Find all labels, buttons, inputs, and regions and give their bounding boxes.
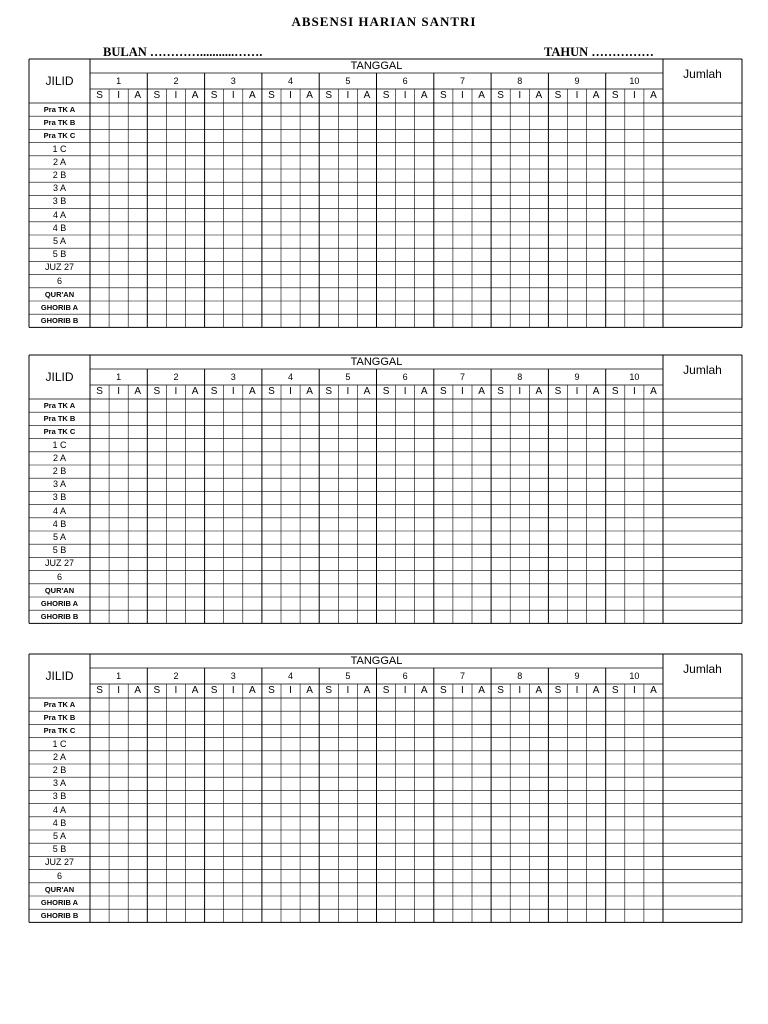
sia-code: A bbox=[191, 685, 199, 696]
jilid-row-label: 4 B bbox=[52, 817, 67, 828]
sia-code: I bbox=[632, 685, 636, 696]
sia-code: I bbox=[518, 386, 522, 397]
jilid-row-label: GHORIB A bbox=[40, 898, 79, 907]
jilid-header: JILID bbox=[45, 669, 74, 683]
day-number: 1 bbox=[116, 76, 122, 86]
day-number: 4 bbox=[288, 76, 294, 86]
sia-code: A bbox=[420, 386, 428, 397]
sia-code: I bbox=[632, 386, 636, 397]
sia-code: I bbox=[289, 386, 292, 397]
sia-code: I bbox=[346, 386, 350, 397]
jilid-row-label: JUZ 27 bbox=[44, 558, 74, 569]
sia-code: I bbox=[174, 685, 178, 696]
jilid-row-label: JUZ 27 bbox=[44, 262, 74, 273]
jilid-row-label: 2 A bbox=[52, 452, 66, 463]
jilid-row-label: Pra TK C bbox=[43, 427, 76, 437]
sia-code: S bbox=[554, 90, 562, 101]
sia-code: I bbox=[289, 90, 292, 101]
sia-code: S bbox=[210, 90, 218, 101]
sia-code: S bbox=[382, 685, 390, 696]
sia-code: S bbox=[554, 685, 562, 696]
tanggal-header: TANGGAL bbox=[350, 60, 403, 72]
sia-code: I bbox=[403, 685, 407, 696]
sia-code: I bbox=[403, 386, 407, 397]
sia-code: I bbox=[117, 90, 121, 101]
jilid-row-label: 5 A bbox=[52, 236, 66, 246]
jilid-row-label: Pra TK C bbox=[43, 726, 76, 736]
day-number: 6 bbox=[402, 671, 408, 681]
sia-code: A bbox=[592, 386, 600, 397]
jilid-row-label: JUZ 27 bbox=[44, 857, 74, 868]
sia-code: I bbox=[632, 90, 636, 101]
year-field: TAHUN …………… bbox=[544, 45, 654, 59]
sia-code: I bbox=[575, 386, 579, 397]
jilid-row-label: 1 C bbox=[52, 143, 67, 154]
tanggal-header: TANGGAL bbox=[350, 655, 403, 667]
jilid-row-label: QUR'AN bbox=[44, 289, 75, 299]
sia-code: I bbox=[231, 90, 235, 101]
sia-code: A bbox=[191, 386, 199, 397]
jilid-row-label: 5 B bbox=[52, 844, 67, 855]
sia-code: I bbox=[174, 90, 178, 101]
sia-code: S bbox=[611, 685, 619, 696]
sia-code: S bbox=[440, 90, 447, 101]
jilid-row-label: 5 B bbox=[52, 249, 67, 260]
jumlah-header: Jumlah bbox=[683, 662, 722, 676]
day-number: 4 bbox=[288, 372, 294, 382]
sia-code: S bbox=[153, 90, 161, 101]
sia-code: S bbox=[611, 90, 619, 101]
sia-code: A bbox=[249, 386, 256, 397]
day-number: 4 bbox=[288, 671, 294, 681]
page-title: ABSENSI HARIAN SANTRI bbox=[291, 14, 477, 29]
sia-code: S bbox=[96, 90, 103, 101]
sia-code: A bbox=[478, 386, 485, 397]
day-number: 7 bbox=[459, 671, 465, 681]
day-number: 2 bbox=[173, 76, 179, 86]
jilid-row-label: 2 B bbox=[52, 170, 67, 180]
jilid-row-label: 2 B bbox=[52, 466, 67, 476]
sia-code: S bbox=[497, 90, 504, 101]
jilid-row-label: 5 A bbox=[52, 831, 66, 841]
day-number: 3 bbox=[230, 671, 236, 681]
jilid-row-label: 2 A bbox=[52, 156, 66, 167]
jilid-row-label: QUR'AN bbox=[44, 884, 75, 894]
jilid-row-label: Pra TK B bbox=[43, 118, 76, 128]
sia-code: I bbox=[461, 685, 464, 696]
attendance-table-3 bbox=[29, 654, 742, 922]
day-number: 10 bbox=[629, 76, 640, 86]
sia-code: A bbox=[134, 685, 142, 696]
sia-code: S bbox=[153, 685, 161, 696]
sia-code: A bbox=[420, 90, 428, 101]
sia-code: I bbox=[575, 90, 579, 101]
sia-code: A bbox=[306, 386, 313, 397]
day-number: 6 bbox=[402, 372, 408, 382]
day-number: 8 bbox=[517, 372, 523, 382]
day-number: 1 bbox=[116, 372, 122, 382]
jilid-row-label: 1 C bbox=[52, 439, 67, 450]
jilid-row-label: GHORIB A bbox=[40, 303, 79, 312]
sia-code: S bbox=[611, 386, 619, 397]
jilid-row-label: 4 A bbox=[52, 505, 66, 516]
jilid-row-label: 6 bbox=[56, 870, 62, 881]
day-number: 2 bbox=[173, 671, 179, 681]
jilid-row-label: 4 A bbox=[52, 209, 66, 220]
sia-code: A bbox=[535, 685, 543, 696]
day-number: 9 bbox=[574, 671, 580, 681]
sia-code: S bbox=[554, 386, 562, 397]
jilid-row-label: 3 A bbox=[52, 183, 66, 194]
jilid-row-label: 3 B bbox=[52, 196, 67, 207]
sia-code: I bbox=[289, 685, 292, 696]
jumlah-header: Jumlah bbox=[683, 67, 722, 81]
sia-code: S bbox=[268, 90, 275, 101]
sia-code: A bbox=[592, 90, 600, 101]
sia-code: I bbox=[518, 685, 522, 696]
sia-code: I bbox=[518, 90, 522, 101]
jilid-row-label: 2 B bbox=[52, 765, 67, 775]
sia-code: A bbox=[535, 386, 543, 397]
sia-code: I bbox=[174, 386, 178, 397]
sia-code: I bbox=[231, 386, 235, 397]
sia-code: S bbox=[440, 685, 447, 696]
sia-code: S bbox=[268, 386, 275, 397]
jilid-row-label: GHORIB B bbox=[40, 911, 79, 921]
attendance-table-1 bbox=[29, 59, 742, 327]
sia-code: A bbox=[420, 685, 428, 696]
sia-code: A bbox=[478, 685, 485, 696]
sia-code: A bbox=[592, 685, 600, 696]
jilid-row-label: Pra TK C bbox=[43, 131, 76, 141]
jilid-row-label: 5 A bbox=[52, 532, 66, 542]
sia-code: I bbox=[117, 386, 121, 397]
sia-code: S bbox=[382, 386, 390, 397]
sia-code: A bbox=[249, 685, 256, 696]
jilid-row-label: QUR'AN bbox=[44, 585, 75, 595]
jilid-row-label: 5 B bbox=[52, 545, 67, 556]
jilid-row-label: GHORIB B bbox=[40, 612, 79, 622]
jilid-row-label: GHORIB B bbox=[40, 316, 79, 326]
sia-code: I bbox=[346, 90, 350, 101]
day-number: 5 bbox=[345, 671, 351, 681]
sia-code: I bbox=[461, 90, 464, 101]
sia-code: A bbox=[650, 685, 657, 696]
sia-code: I bbox=[231, 685, 235, 696]
sia-code: S bbox=[497, 386, 504, 397]
jilid-row-label: Pra TK A bbox=[43, 105, 76, 114]
day-number: 3 bbox=[230, 76, 236, 86]
sia-code: I bbox=[403, 90, 407, 101]
sia-code: I bbox=[461, 386, 464, 397]
day-number: 2 bbox=[173, 372, 179, 382]
sia-code: I bbox=[575, 685, 579, 696]
sia-code: S bbox=[96, 685, 103, 696]
sia-code: I bbox=[117, 685, 121, 696]
jilid-row-label: 4 B bbox=[52, 518, 67, 529]
day-number: 1 bbox=[116, 671, 122, 681]
attendance-table-2 bbox=[29, 355, 742, 623]
sia-code: A bbox=[134, 90, 142, 101]
tanggal-header: TANGGAL bbox=[350, 356, 403, 368]
day-number: 7 bbox=[459, 372, 465, 382]
jilid-row-label: 6 bbox=[56, 571, 62, 582]
sia-code: S bbox=[210, 386, 218, 397]
day-number: 9 bbox=[574, 76, 580, 86]
day-number: 8 bbox=[517, 76, 523, 86]
sia-code: A bbox=[363, 386, 371, 397]
sia-code: A bbox=[191, 90, 199, 101]
sia-code: S bbox=[325, 685, 333, 696]
jilid-row-label: 3 B bbox=[52, 791, 67, 802]
sia-code: A bbox=[306, 685, 313, 696]
sia-code: A bbox=[535, 90, 543, 101]
sia-code: A bbox=[650, 386, 657, 397]
jilid-row-label: GHORIB A bbox=[40, 599, 79, 608]
sia-code: A bbox=[478, 90, 485, 101]
jilid-row-label: 2 A bbox=[52, 751, 66, 762]
sia-code: A bbox=[363, 685, 371, 696]
jumlah-header: Jumlah bbox=[683, 363, 722, 377]
jilid-header: JILID bbox=[45, 370, 74, 384]
sia-code: A bbox=[650, 90, 657, 101]
jilid-row-label: 4 A bbox=[52, 804, 66, 815]
jilid-row-label: 1 C bbox=[52, 738, 67, 749]
jilid-row-label: 3 A bbox=[52, 479, 66, 490]
jilid-row-label: 4 B bbox=[52, 222, 67, 233]
jilid-header: JILID bbox=[45, 74, 74, 88]
sia-code: A bbox=[249, 90, 256, 101]
day-number: 10 bbox=[629, 372, 640, 382]
sia-code: S bbox=[268, 685, 275, 696]
day-number: 3 bbox=[230, 372, 236, 382]
jilid-row-label: Pra TK B bbox=[43, 713, 76, 723]
jilid-row-label: Pra TK A bbox=[43, 401, 76, 410]
day-number: 5 bbox=[345, 76, 351, 86]
day-number: 9 bbox=[574, 372, 580, 382]
jilid-row-label: Pra TK A bbox=[43, 700, 76, 709]
sia-code: S bbox=[497, 685, 504, 696]
day-number: 8 bbox=[517, 671, 523, 681]
sia-code: I bbox=[346, 685, 350, 696]
day-number: 5 bbox=[345, 372, 351, 382]
sia-code: S bbox=[210, 685, 218, 696]
sia-code: S bbox=[440, 386, 447, 397]
sia-code: S bbox=[96, 386, 103, 397]
sia-code: S bbox=[153, 386, 161, 397]
jilid-row-label: Pra TK B bbox=[43, 414, 76, 424]
month-field: BULAN …………...........……. bbox=[103, 45, 263, 59]
sia-code: S bbox=[325, 90, 333, 101]
day-number: 6 bbox=[402, 76, 408, 86]
sia-code: A bbox=[306, 90, 313, 101]
sia-code: A bbox=[363, 90, 371, 101]
jilid-row-label: 3 A bbox=[52, 778, 66, 789]
jilid-row-label: 6 bbox=[56, 275, 62, 286]
sia-code: S bbox=[382, 90, 390, 101]
jilid-row-label: 3 B bbox=[52, 492, 67, 503]
sia-code: S bbox=[325, 386, 333, 397]
day-number: 7 bbox=[459, 76, 465, 86]
sia-code: A bbox=[134, 386, 142, 397]
day-number: 10 bbox=[629, 671, 640, 681]
